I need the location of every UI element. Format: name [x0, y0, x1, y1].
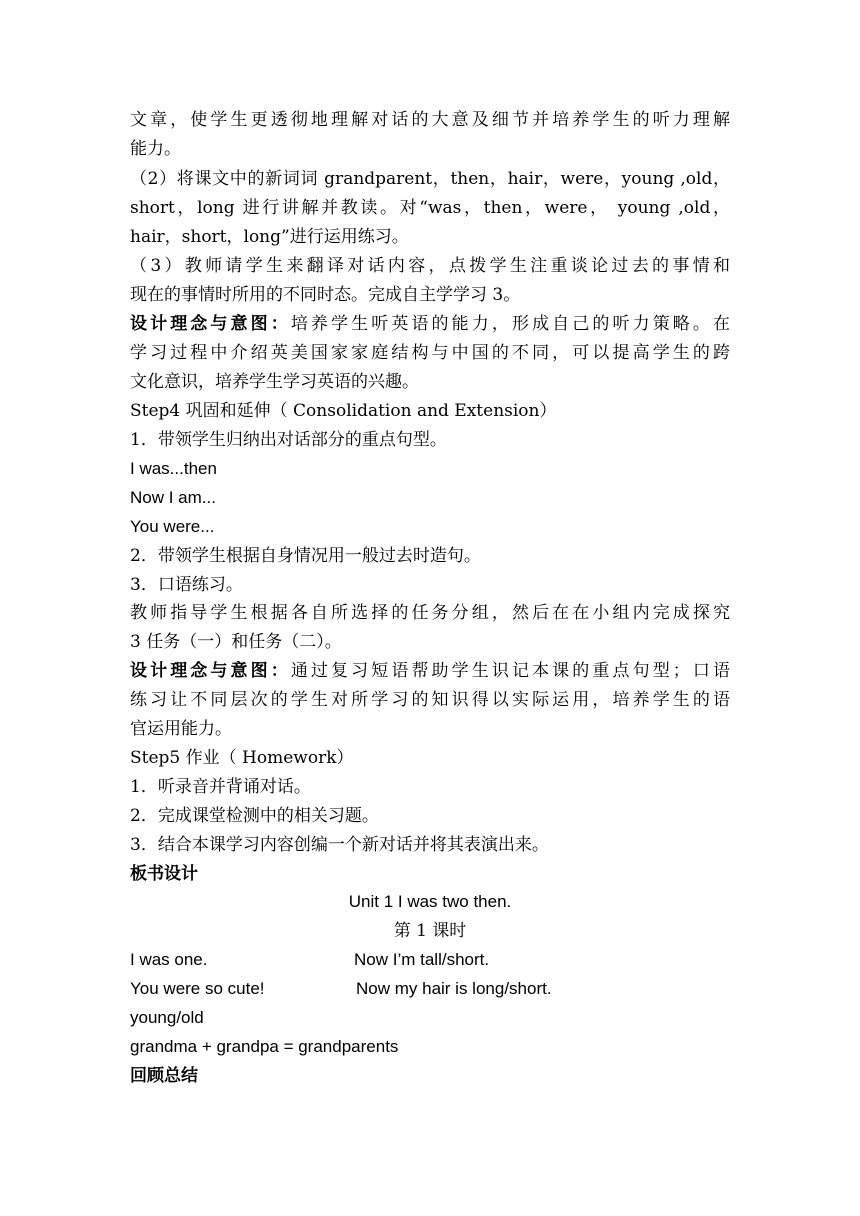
- board-row: [130, 948, 730, 972]
- sentence-pattern: You were...: [130, 517, 215, 536]
- step4-heading: Step4 巩固和延伸（ Consolidation and Extension）: [130, 401, 557, 421]
- step5-heading: Step5 作业（ Homework）: [130, 748, 354, 768]
- lesson-label: 第 1 课时: [393, 921, 467, 941]
- list-item: 1．听录音并背诵对话。: [130, 777, 311, 797]
- design-intent-label: 设计理念与意图：: [130, 314, 291, 334]
- list-item: 3．结合本课学习内容创编一个新对话并将其表演出来。: [130, 835, 549, 855]
- paragraph-line: （2）将课文中的新词词 grandparent，then，hair，were，young ,old，: [130, 169, 730, 189]
- paragraph-line: （3）教师请学生来翻译对话内容，点拨学生注重谈论过去的事情和: [130, 256, 730, 276]
- board-row: young/old: [130, 1008, 204, 1027]
- paragraph-line: 学习过程中介绍英美国家家庭结构与中国的不同，可以提高学生的跨: [130, 343, 730, 363]
- paragraph-line: 能力。: [130, 139, 181, 159]
- paragraph-line: 文化意识，培养学生学习英语的兴趣。: [130, 372, 419, 392]
- list-item: 3．口语练习。: [130, 575, 243, 595]
- paragraph-line: short，long 进行讲解并教读。对“was，then，were， young ,old，: [130, 198, 730, 218]
- board-right-text: Now I’m tall/short.: [354, 950, 490, 969]
- board-left-text: I was one.: [130, 950, 208, 969]
- paragraph-line: hair，short，long”进行运用练习。: [130, 227, 409, 247]
- unit-title: Unit 1 I was two then.: [348, 892, 512, 911]
- design-intent-label: 设计理念与意图：: [130, 661, 291, 681]
- design-intent-text: 通过复习短语帮助学生识记本课的重点句型；口语: [290, 661, 730, 681]
- board-right-text: Now my hair is long/short.: [356, 979, 552, 998]
- list-item: 2．带领学生根据自身情况用一般过去时造句。: [130, 546, 481, 566]
- paragraph-line: 现在的事情时所用的不同时态。完成自主学学习 3。: [130, 285, 521, 305]
- sentence-pattern: I was...then: [130, 459, 217, 478]
- design-intent-paragraph: [130, 312, 730, 336]
- board-design-heading: 板书设计: [130, 864, 198, 884]
- paragraph-line: 文章，使学生更透彻地理解对话的大意及细节并培养学生的听力理解: [130, 110, 730, 130]
- board-row: grandma + grandpa = grandparents: [130, 1037, 399, 1056]
- design-intent-text: 培养学生听英语的能力，形成自己的听力策略。在: [290, 314, 730, 334]
- paragraph-line: 官运用能力。: [130, 719, 232, 739]
- review-summary-heading: 回顾总结: [130, 1066, 198, 1086]
- list-item: 1．带领学生归纳出对话部分的重点句型。: [130, 430, 447, 450]
- design-intent-paragraph: [130, 659, 730, 683]
- sentence-pattern: Now I am...: [130, 488, 216, 507]
- board-row: [130, 977, 730, 1001]
- paragraph-line: 练习让不同层次的学生对所学习的知识得以实际运用，培养学生的语: [130, 690, 730, 710]
- paragraph-line: 教师指导学生根据各自所选择的任务分组，然后在在小组内完成探究: [130, 603, 730, 623]
- paragraph-line: 3 任务（一）和任务（二）。: [130, 632, 342, 652]
- list-item: 2．完成课堂检测中的相关习题。: [130, 806, 379, 826]
- board-left-text: You were so cute!: [130, 979, 265, 998]
